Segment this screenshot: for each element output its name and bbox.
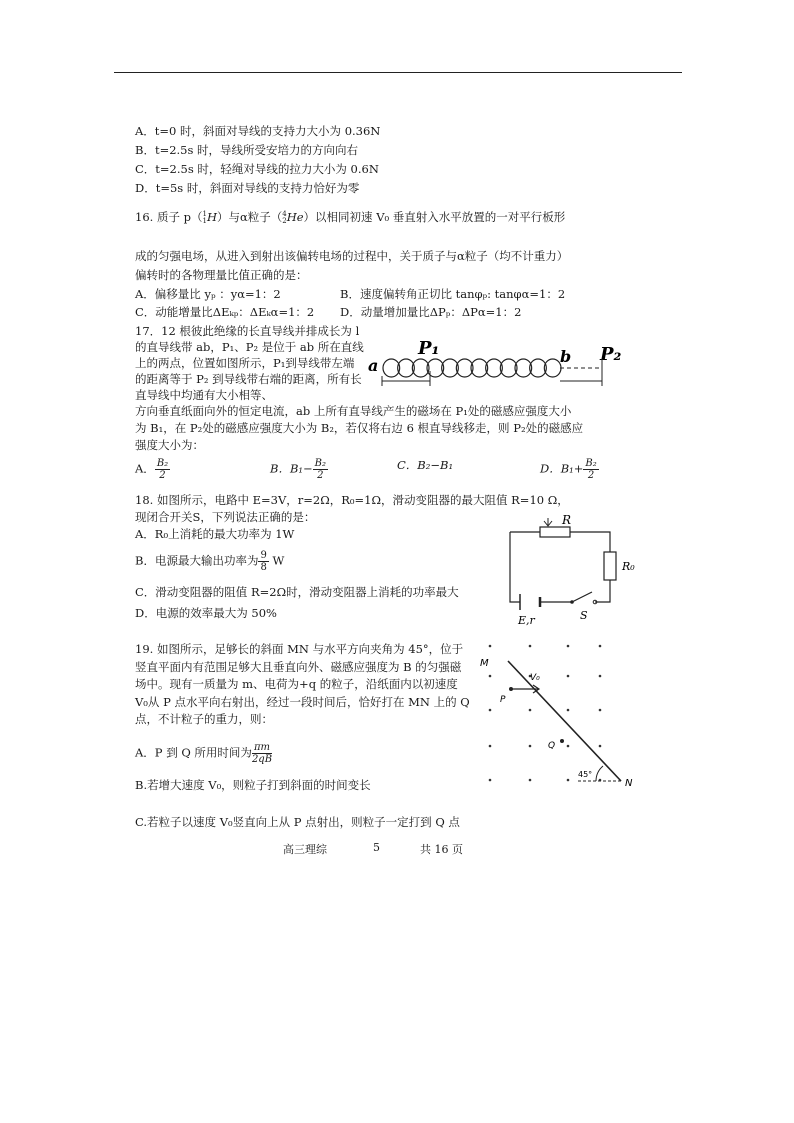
q17-stem-line2: 方向垂直纸面向外的恒定电流，ab 上所有直导线产生的磁场在 P₁处的磁感应强度大小 [135,404,572,418]
q16-stem-line2: 成的匀强电场，从进入到射出该偏转电场的过程中，关于质子与α粒子（均不计重力） [135,249,569,263]
q16-proton-charge: 1 [202,217,207,225]
q17-label-p1: P₁ [418,338,440,359]
q19-field-dot [599,675,602,678]
q16-proton-symbol: H [206,210,217,224]
q17-option-a [135,458,170,481]
q16-proton-mass: 1 [202,210,207,218]
q18-switch-pivot [570,600,574,604]
q15-option-b: B．t=2.5s 时，导线所受安培力的方向向右 [135,143,359,157]
q15-option-c: C．t=2.5s 时，轻绳对导线的拉力大小为 0.6N [135,162,379,176]
q19-label-q: Q [548,741,556,751]
q18-option-a: A．R₀上消耗的最大功率为 1W [135,527,295,541]
q18-b-unit: W [272,553,285,568]
q18-option-b [135,550,284,573]
q16-option-a: A．偏移量比 yₚ ：yα=1：2 [135,287,281,301]
footer-total-pages: 共 16 页 [420,843,463,856]
footer-subject: 高三理综 [283,843,327,856]
q19-stem-block: 19. 如图所示，足够长的斜面 MN 与水平方向夹角为 45°，位于竖直平面内有范围足够大且垂直向外、磁感应强度为 B 的匀强磁场中。现有一质量为 m、电荷为+q 的粒子，沿纸面内以初速度 V₀从 P 点水平向右射出，经过一段时间后，恰好打在 MN 上的 Q 点，不计粒子的重力，则： [135,642,470,726]
q17-b-numerator: B₂ [314,458,327,469]
q19-magnetic-field-figure [478,638,633,790]
q17-option-d [540,458,599,481]
q18-b-denominator: 8 [260,562,267,573]
q17-label-a: a [368,356,379,375]
q19-field-dot [567,709,570,712]
q18-label-r0: R₀ [622,560,635,573]
q16-option-b: B．速度偏转角正切比 tanφₚ: tanφα=1：2 [340,287,566,301]
q15-option-a: A．t=0 时，斜面对导线的支持力大小为 0.36N [135,124,381,138]
q19-field-dot [489,709,492,712]
q19-label-p: P [500,695,506,705]
q16-option-c: C．动能增量比ΔEₖₚ：ΔEₖα=1：2 [135,305,315,319]
q19-field-dot [489,745,492,748]
q19-field-dot [599,745,602,748]
q18-label-emf: E,r [518,614,535,627]
q17-stem-line4: 强度大小为： [135,438,204,452]
q18-slider-arrow [544,518,552,526]
q19-field-dot [567,779,570,782]
q19-field-dot [489,645,492,648]
q17-b-prefix: B．B₁− [270,461,313,476]
q18-option-d: D．电源的效率最大为 50% [135,606,277,620]
q19-option-a [135,742,272,765]
q19-option-c: C.若粒子以速度 V₀竖直向上从 P 点射出，则粒子一定打到 Q 点 [135,815,460,829]
q19-label-m: M [480,658,489,669]
q19-field-dot [529,779,532,782]
q16-alpha-charge: 2 [282,217,287,225]
q19-field-dot [567,645,570,648]
q19-label-n: N [625,778,633,789]
q19-field-dots [489,645,602,782]
q17-a-numerator: B₂ [156,458,169,469]
q16-stem-line3: 偏转时的各物理量比值正确的是： [135,268,308,282]
q16-stem-line1 [135,210,565,225]
q18-rheostat [540,527,570,537]
q19-label-angle: 45° [578,770,593,779]
footer-page-number: 5 [373,841,380,854]
q18-stem-line1: 18. 如图所示，电路中 E=3V，r=2Ω，R₀=1Ω，滑动变阻器的最大阻值 R=10 Ω， [135,493,569,507]
q16-stem-part3: ）以相同初速 V₀ 垂直射入水平放置的一对平行板形 [303,210,566,224]
q17-option-c: C．B₂−B₁ [397,458,454,472]
q17-a-denominator: 2 [159,470,166,481]
q18-circuit-figure [500,512,650,627]
q17-d-prefix: D．B₁+ [540,461,584,476]
q19-a-denominator: 2qB [251,754,273,765]
q19-field-dot [599,645,602,648]
q15-option-d: D．t=5s 时，斜面对导线的支持力恰好为零 [135,181,360,195]
q18-stem-line2: 现闭合开关S，下列说法正确的是： [135,510,316,524]
q17-option-b [270,458,328,481]
q19-a-prefix: A．P 到 Q 所用时间为 [135,745,252,760]
q19-angle-arc [596,766,603,781]
q18-label-switch: S [580,609,588,622]
q19-field-dot [529,745,532,748]
q19-option-b: B.若增大速度 V₀，则粒子打到斜面的时间变长 [135,778,371,792]
q18-switch [572,592,592,602]
q19-field-dot [489,675,492,678]
q17-stem-block: 17．12 根彼此绝缘的长直导线并排成长为 l 的直导线带 ab，P₁、P₂ 是位于 ab 所在直线上的两点，位置如图所示，P₁到导线带左端的距离等于 P₂ 到导线带右端的距离，所有长直导线中均通有大小相等、 [135,324,364,402]
q16-alpha-mass: 4 [282,210,287,218]
q18-b-prefix: B．电源最大输出功率为 [135,553,259,568]
header-rule [114,72,682,73]
q19-incline-mn [508,661,621,781]
q17-d-numerator: B₂ [585,458,597,469]
q19-field-dot [567,675,570,678]
q16-alpha-symbol: He [286,210,304,224]
q17-label-p2: P₂ [600,344,622,365]
q18-option-c: C．滑动变阻器的阻值 R=2Ω时，滑动变阻器上消耗的功率最大 [135,585,459,599]
q19-field-dot [529,709,532,712]
q18-b-numerator: 9 [260,550,267,561]
q17-wire-strip-figure [360,335,630,395]
q19-field-dot [567,745,570,748]
q16-option-d: D．动量增加量比ΔPₚ：ΔPα=1：2 [340,305,522,319]
q17-a-prefix: A． [135,461,155,476]
q19-field-dot [529,645,532,648]
q19-field-dot [489,779,492,782]
q18-resistor-r0 [604,552,616,580]
q19-field-dot [599,709,602,712]
q19-label-v0: V₀ [530,673,540,683]
q17-stem-line3: 为 B₁，在 P₂处的磁感应强度大小为 B₂，若仅将右边 6 根直导线移走，则 P₂处的磁感应 [135,421,584,435]
q19-a-numerator: πm [252,742,272,754]
q19-point-q [560,739,564,743]
q19-point-p [509,687,513,691]
q16-stem-part1: 16. 质子 p（ [135,210,203,224]
q18-circuit-wires [510,532,610,602]
q17-d-denominator: 2 [587,470,595,481]
q17-b-denominator: 2 [317,470,324,481]
q18-label-r: R [562,513,572,527]
q16-stem-part2: ）与α粒子（ [216,210,283,224]
q17-coil-turns [383,359,561,377]
q17-label-b: b [560,347,572,366]
